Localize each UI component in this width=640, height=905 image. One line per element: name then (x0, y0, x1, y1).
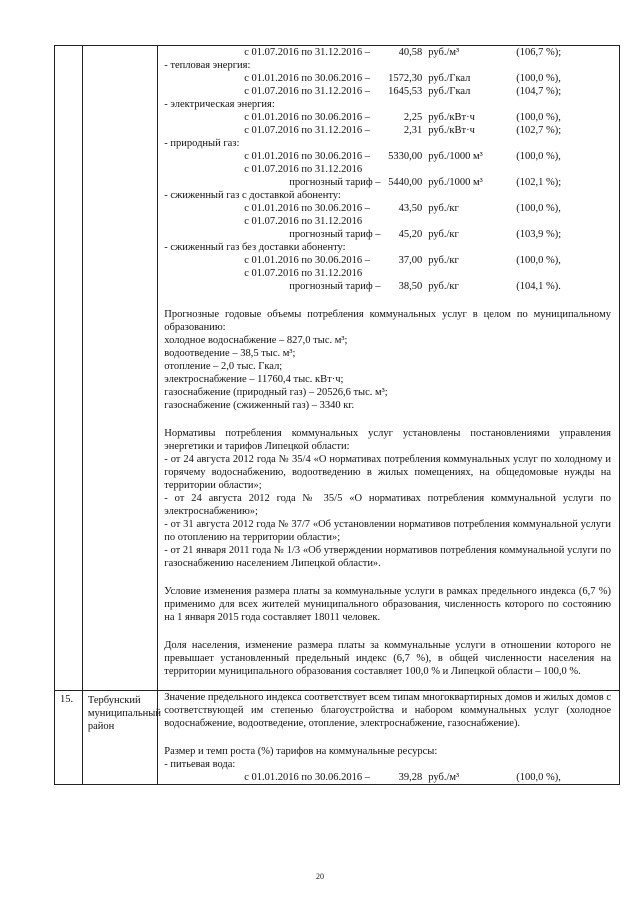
category-label: - электрическая энергия: (164, 99, 275, 110)
category-label: - тепловая энергия: (164, 60, 251, 71)
tariff-line (164, 124, 611, 137)
volume-line: холодное водоснабжение – 827,0 тыс. м³; (164, 335, 348, 346)
tariff-line (164, 202, 611, 215)
tariff-line (164, 150, 611, 163)
norm-item: - от 21 января 2011 года № 1/3 «Об утверждении нормативов потребления коммунальной услуги по газоснабжению населением Липецкой области». (164, 545, 611, 569)
tariff-index: (100,0 %), (516, 151, 561, 162)
tariff-line (164, 85, 611, 98)
tariff-period: с 01.07.2016 по 31.12.2016 – (244, 86, 371, 97)
tariff-value: 45,20 (398, 229, 423, 240)
tariff-period: прогнозный тариф – (289, 229, 381, 240)
tariff-index: (104,7 %); (516, 86, 562, 97)
tariff-unit: руб./кг (428, 203, 459, 214)
tariff-value: 1572,30 (388, 73, 423, 84)
tariff-value: 40,58 (398, 47, 423, 58)
tariff-period: с 01.01.2016 по 30.06.2016 – (244, 151, 371, 162)
tariff-period: прогнозный тариф – (289, 281, 381, 292)
tariff-value: 39,28 (398, 772, 423, 783)
tariff-line (164, 267, 611, 280)
tariff-unit: руб./кг (428, 255, 459, 266)
tariff-index: (106,7 %); (516, 47, 562, 58)
tariff-index: (100,0 %), (516, 772, 561, 783)
tariff-index: (100,0 %), (516, 255, 561, 266)
tariff-period: с 01.07.2016 по 31.12.2016 – (244, 47, 371, 58)
tariff-line (164, 46, 611, 59)
tariff-period: с 01.07.2016 по 31.12.2016 (244, 216, 363, 227)
condition-paragraph: Условие изменения размера платы за коммунальные услуги в рамках предельного индекса (6,7 %) применимо для всех жителей муниципального образования, численность которого по состоянию на 1 января 2015 года составляет 18011 человек. (164, 586, 611, 623)
tariff-list (164, 46, 611, 293)
tariff-unit: руб./кВт·ч (428, 125, 475, 136)
tariff-index: (104,1 %). (516, 281, 561, 292)
norm-item: - от 24 августа 2012 года № 35/4 «О нормативах потребления коммунальных услуг по холодному и горячему водоснабжению, водоотведению в жилых помещениях, на общедомовые нужды на территории области»; (164, 454, 611, 491)
tariff-period: с 01.07.2016 по 31.12.2016 – (244, 125, 371, 136)
page-number: 20 (316, 872, 324, 881)
tariff-period: с 01.01.2016 по 30.06.2016 – (244, 73, 371, 84)
tariff-unit: руб./Гкал (428, 86, 471, 97)
district-name: Тербунский муниципальный район (87, 695, 161, 732)
row-number-cell (55, 46, 83, 691)
tariff-period: с 01.01.2016 по 30.06.2016 – (244, 112, 371, 123)
row-14-details (158, 46, 619, 690)
share-paragraph: Доля населения, изменение размера платы за коммунальные услуги в отношении которого не превышает установленный предельный индекс (6,7 %), в общей численности населения на территории муниципального образования составляет 100,0 % и Липецкой области – 100,0 %. (164, 640, 611, 677)
tariff-value: 43,50 (398, 203, 423, 214)
tariff-value: 37,00 (398, 255, 423, 266)
tariff-value: 2,25 (403, 112, 423, 123)
table-row (55, 691, 620, 785)
norms-list (164, 453, 611, 570)
index-description: Значение предельного индекса соответствует всем типам многоквартирных домов и жилых домов с соответствующей им степенью благоустройства и набором коммунальных услуг (холодное водоснабжение, водоотведение, отопление, электроснабжение, газоснабжение). (164, 692, 611, 729)
volume-line: водоотведение – 38,5 тыс. м³; (164, 348, 296, 359)
norm-item: - от 24 августа 2012 года № 35/5 «О нормативах потребления коммунальной услуги по электроснабжению»; (164, 493, 611, 517)
tariff-unit: руб./1000 м³ (428, 151, 483, 162)
tariff-unit: руб./кг (428, 229, 459, 240)
category-label: - питьевая вода: (164, 759, 236, 770)
table-row (55, 46, 620, 691)
category-label: - сжиженный газ без доставки абоненту: (164, 242, 346, 253)
tariff-value: 5330,00 (388, 151, 423, 162)
row-number-cell (55, 691, 83, 785)
tariff-index: (103,9 %); (516, 229, 562, 240)
tariff-line (164, 111, 611, 124)
volume-line: газоснабжение (природный газ) – 20526,6 тыс. м³; (164, 387, 388, 398)
volumes-title: Прогнозные годовые объемы потребления коммунальных услуг в целом по муниципальному образованию: (164, 309, 611, 333)
tariff-line (164, 771, 611, 784)
tariff-period: прогнозный тариф – (289, 177, 381, 188)
tariff-period: с 01.07.2016 по 31.12.2016 (244, 268, 363, 279)
row-15-details (158, 691, 619, 784)
tariff-line (164, 176, 611, 189)
tariff-unit: руб./кВт·ч (428, 112, 475, 123)
volume-line: отопление – 2,0 тыс. Гкал; (164, 361, 283, 372)
category-label: - сжиженный газ с доставкой абоненту: (164, 190, 341, 201)
tariff-value: 2,31 (403, 125, 423, 136)
tariff-period: с 01.01.2016 по 30.06.2016 – (244, 203, 371, 214)
tariff-line (164, 280, 611, 293)
districts-table (54, 45, 620, 785)
norms-title: Нормативы потребления коммунальных услуг установлены постановлениями управления энергетики и тарифов Липецкой области: (164, 428, 611, 452)
details-cell (158, 691, 620, 785)
details-cell (158, 46, 620, 691)
tariff-index: (100,0 %), (516, 73, 561, 84)
volumes-list (164, 334, 611, 412)
tariff-value: 1645,53 (388, 86, 423, 97)
tariff-period: с 01.01.2016 по 30.06.2016 – (244, 255, 371, 266)
norm-item: - от 31 августа 2012 года № 37/7 «Об установлении нормативов потребления коммунальной услуги по отоплению на территории области»; (164, 519, 611, 543)
tariff-unit: руб./1000 м³ (428, 177, 483, 188)
tariff-unit: руб./м³ (428, 47, 460, 58)
category-label: - природный газ: (164, 138, 240, 149)
district-name-cell (82, 691, 161, 785)
tariff-line (164, 163, 611, 176)
tariff-line (164, 228, 611, 241)
tariff-value: 38,50 (398, 281, 423, 292)
tariff-line (164, 215, 611, 228)
tariffs-title: Размер и темп роста (%) тарифов на коммунальные ресурсы: (164, 746, 438, 757)
tariff-unit: руб./Гкал (428, 73, 471, 84)
district-name-cell (82, 46, 157, 691)
tariff-line (164, 254, 611, 267)
volume-line: газоснабжение (сжиженный газ) – 3340 кг. (164, 400, 355, 411)
tariff-line (164, 72, 611, 85)
tariff-index: (102,1 %); (516, 177, 562, 188)
tariff-index: (102,7 %); (516, 125, 562, 136)
tariff-period: с 01.07.2016 по 31.12.2016 (244, 164, 363, 175)
tariff-period: с 01.01.2016 по 30.06.2016 – (244, 772, 371, 783)
row-number: 15. (60, 694, 74, 705)
tariff-index: (100,0 %), (516, 203, 561, 214)
volume-line: электроснабжение – 11760,4 тыс. кВт·ч; (164, 374, 344, 385)
tariff-value: 5440,00 (388, 177, 423, 188)
tariff-unit: руб./м³ (428, 772, 460, 783)
tariff-index: (100,0 %), (516, 112, 561, 123)
tariff-unit: руб./кг (428, 281, 459, 292)
